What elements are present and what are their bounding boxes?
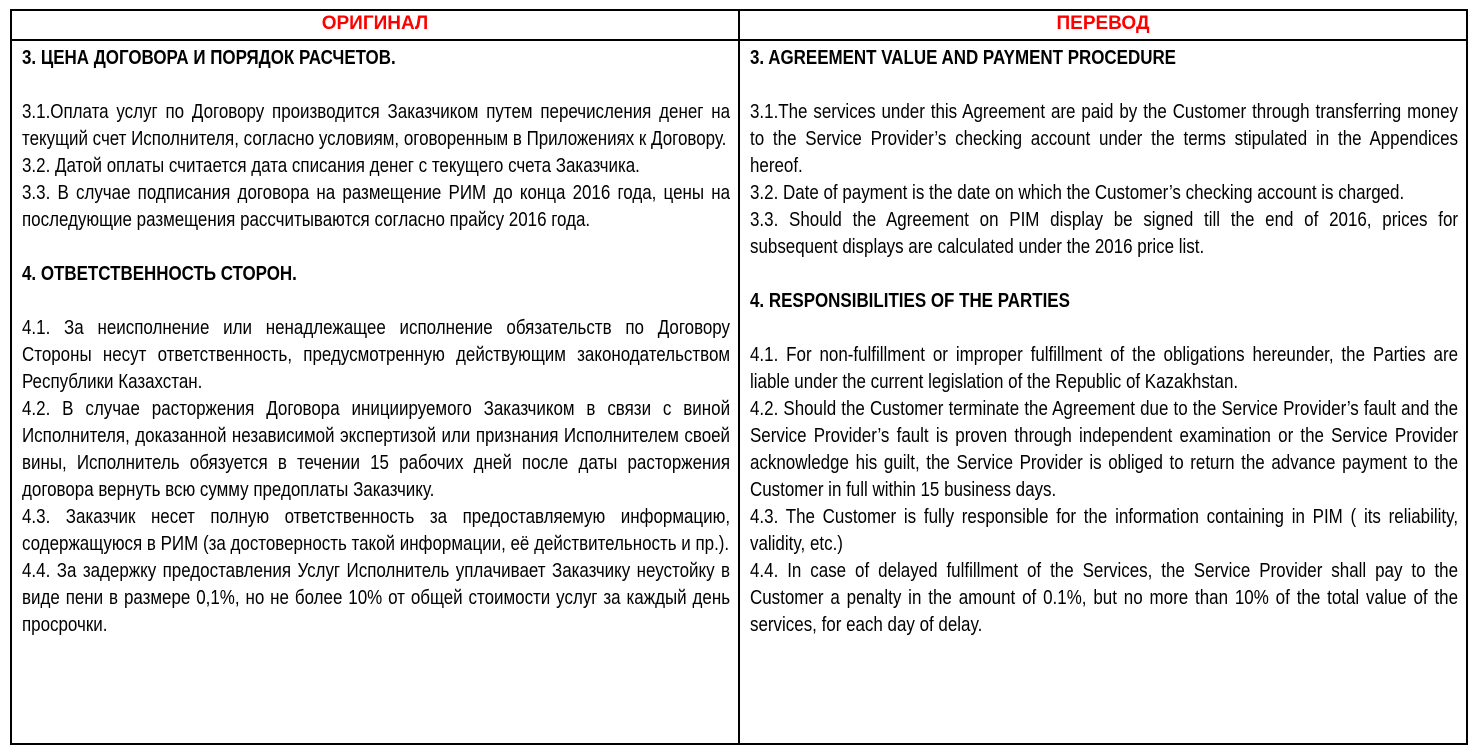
blank-line — [22, 234, 730, 261]
section-heading: 4. ОТВЕТСТВЕННОСТЬ СТОРОН. — [22, 263, 297, 285]
contract-paragraph: 4.1. For non-fulfillment or improper fulfillment of the obligations hereunder, the Parties are liable under the current legislation of the Republic of Kazakhstan. — [750, 344, 1459, 393]
contract-paragraph: 3.1.The services under this Agreement are paid by the Customer through transferring money to the Service Provider’s checking account under the terms stipulated in the Appendices hereof. — [750, 101, 1459, 177]
translation-text-block — [750, 45, 1458, 639]
blank-line — [750, 261, 1458, 288]
cell-translation-text — [739, 40, 1467, 744]
section-heading: 3. ЦЕНА ДОГОВОРА И ПОРЯДОК РАСЧЕТОВ. — [22, 47, 396, 69]
contract-paragraph: 4.2. Should the Customer terminate the Agreement due to the Service Provider’s fault and the Service Provider’s fault is proven through independent examination or the Service Provider acknowledge his guilt, the Service Provider is obliged to return the advance payment to the Customer in full within 15 business days. — [750, 398, 1459, 501]
contract-paragraph: 4.3. The Customer is fully responsible for the information containing in PIM ( its reliability, validity, etc.) — [750, 506, 1459, 555]
section-heading: 4. RESPONSIBILITIES OF THE PARTIES — [750, 290, 1070, 312]
column-header-translation — [739, 10, 1467, 40]
column-header-translation-label: ПЕРЕВОД — [1056, 13, 1150, 34]
table-header-row — [11, 10, 1467, 40]
blank-line — [750, 72, 1458, 99]
blank-line — [22, 288, 730, 315]
contract-paragraph: 3.3. В случае подписания договора на размещение РИМ до конца 2016 года, цены на последующие размещения рассчитываются согласно прайсу 2016 года. — [22, 182, 731, 231]
table-body-row — [11, 40, 1467, 744]
contract-paragraph: 4.2. В случае расторжения Договора инициируемого Заказчиком в связи с виной Исполнителя, доказанной независимой экспертизой или признания Исполнителем своей вины, Исполнитель обязуется в течении 15 рабочих дней после даты расторжения договора вернуть всю сумму предоплаты Заказчику. — [22, 398, 731, 501]
section-heading: 3. AGREEMENT VALUE AND PAYMENT PROCEDURE — [750, 47, 1177, 69]
column-header-original — [11, 10, 739, 40]
contract-paragraph: 3.3. Should the Agreement on PIM display be signed till the end of 2016, prices for subsequent displays are calculated under the 2016 price list. — [750, 209, 1459, 258]
contract-paragraph: 3.2. Date of payment is the date on which the Customer’s checking account is charged. — [750, 182, 1405, 204]
cell-original-text — [11, 40, 739, 744]
translation-table — [10, 9, 1468, 745]
contract-paragraph: 3.1.Оплата услуг по Договору производится Заказчиком путем перечисления денег на текущий счет Исполнителя, согласно условиям, оговоренным в Приложениях к Договору. — [22, 101, 731, 150]
column-header-original-label: ОРИГИНАЛ — [321, 13, 429, 34]
contract-paragraph: 4.4. In case of delayed fulfillment of the Services, the Service Provider shall pay to the Customer a penalty in the amount of 0.1%, but no more than 10% of the total value of the services, for each day of delay. — [750, 560, 1459, 636]
contract-paragraph: 3.2. Датой оплаты считается дата списания денег с текущего счета Заказчика. — [22, 155, 640, 177]
contract-paragraph: 4.4. За задержку предоставления Услуг Исполнитель уплачивает Заказчику неустойку в виде пени в размере 0,1%, но не более 10% от общей стоимости услуг за каждый день просрочки. — [22, 560, 731, 636]
original-text-block — [22, 45, 730, 639]
blank-line — [750, 315, 1458, 342]
contract-paragraph: 4.1. За неисполнение или ненадлежащее исполнение обязательств по Договору Стороны несут ответственность, предусмотренную действующим законодательством Республики Казахстан. — [22, 317, 731, 393]
blank-line — [22, 72, 730, 99]
contract-paragraph: 4.3. Заказчик несет полную ответственность за предоставляемую информацию, содержащуюся в РИМ (за достоверность такой информации, её действительность и пр.). — [22, 506, 731, 555]
